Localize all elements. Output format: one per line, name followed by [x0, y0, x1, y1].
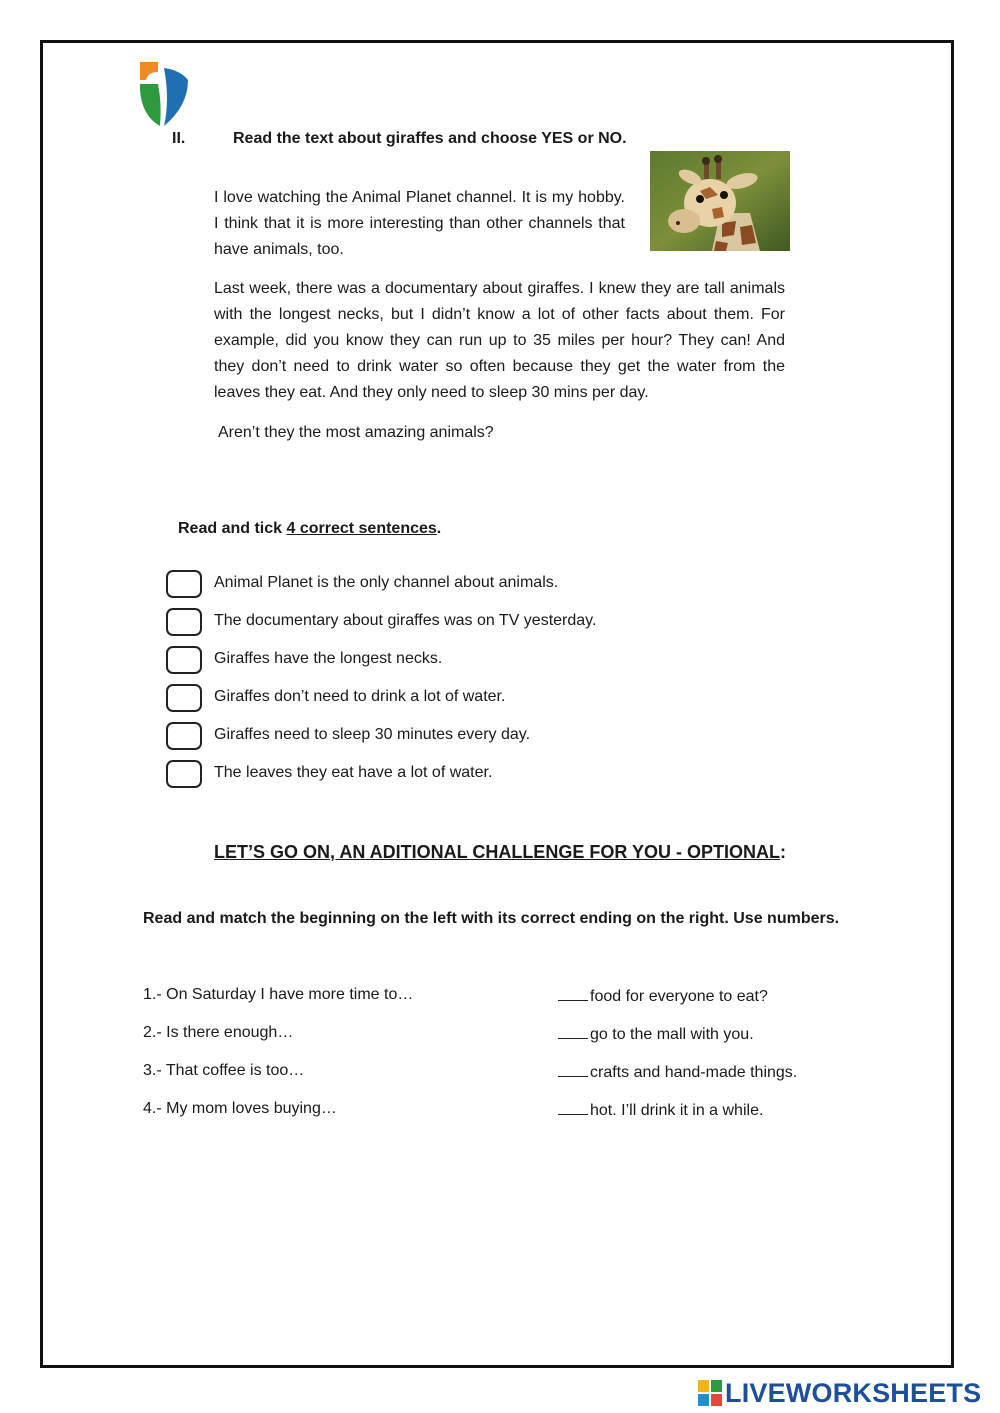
challenge-heading-text: LET’S GO ON, AN ADITIONAL CHALLENGE FOR YOU - OPTIONAL: [213, 842, 780, 862]
match-right-text: go to the mall with you.: [590, 1026, 754, 1043]
match-left-item: 3.- That coffee is too…: [143, 1062, 305, 1079]
tick-item: [166, 646, 766, 678]
match-right-item: [558, 1100, 763, 1120]
giraffe-photo: [650, 151, 790, 251]
reading-paragraph-2: Last week, there was a documentary about giraffes. I knew they are tall animals with the longest necks, but I didn’t know a lot of other facts about them. For example, did you know they can run up to 35 miles per hour? They can! And they don’t need to drink water so often because they get the water from the leaves they eat. And they only need to sleep 30 mins per day.: [214, 280, 785, 401]
brand-name: LIVEWORKSHEETS: [725, 1377, 982, 1408]
tick-item-text: Giraffes don’t need to drink a lot of water.: [214, 688, 506, 705]
tick-checkbox[interactable]: [166, 760, 202, 788]
section-number: II.: [172, 130, 186, 147]
tick-item: [166, 760, 766, 792]
answer-blank[interactable]: [558, 1024, 588, 1039]
tick-instruction-suffix: .: [436, 520, 442, 537]
match-right-item: [558, 986, 768, 1006]
answer-blank[interactable]: [558, 1062, 588, 1077]
reading-paragraph-3: Aren’t they the most amazing animals?: [218, 424, 494, 441]
challenge-heading: [140, 842, 860, 863]
tick-item-text: The documentary about giraffes was on TV yesterday.: [214, 612, 597, 629]
tick-instruction-prefix: Read and tick: [178, 520, 287, 537]
tick-item-text: Giraffes have the longest necks.: [214, 650, 443, 667]
tick-checkbox[interactable]: [166, 722, 202, 750]
answer-blank[interactable]: [558, 1100, 588, 1115]
tick-item-text: The leaves they eat have a lot of water.: [214, 764, 493, 781]
match-right-item: [558, 1062, 797, 1082]
liveworksheets-brand: [698, 1376, 981, 1410]
challenge-heading-colon: :: [780, 842, 786, 862]
match-right-text: crafts and hand-made things.: [590, 1064, 798, 1081]
tick-instruction-emphasis: 4 correct sentences: [286, 520, 437, 537]
tick-checkbox[interactable]: [166, 646, 202, 674]
matching-instruction: Read and match the beginning on the left with its correct ending on the right. Use numbers.: [143, 910, 840, 927]
answer-blank[interactable]: [558, 986, 588, 1001]
tick-item: [166, 570, 766, 602]
match-right-item: [558, 1024, 754, 1044]
match-left-item: 4.- My mom loves buying…: [143, 1100, 337, 1117]
tick-checkbox[interactable]: [166, 608, 202, 636]
tick-item: [166, 722, 766, 754]
liveworksheets-logo-icon: [698, 1380, 722, 1406]
tick-checkbox[interactable]: [166, 684, 202, 712]
reading-paragraph-1: I love watching the Animal Planet channel. It is my hobby. I think that it is more interesting than other channels that have animals, too.: [214, 189, 625, 258]
match-right-text: food for everyone to eat?: [590, 988, 768, 1005]
tick-item: [166, 684, 766, 716]
match-left-item: 1.- On Saturday I have more time to…: [143, 986, 414, 1003]
school-logo: [136, 60, 192, 128]
tick-item: [166, 608, 766, 640]
tick-checkbox[interactable]: [166, 570, 202, 598]
match-right-text: hot. I’ll drink it in a while.: [590, 1102, 764, 1119]
tick-instruction: [178, 520, 441, 538]
section-title: Read the text about giraffes and choose YES or NO.: [233, 130, 627, 147]
match-left-item: 2.- Is there enough…: [143, 1024, 294, 1041]
tick-item-text: Giraffes need to sleep 30 minutes every day.: [214, 726, 531, 743]
tick-item-text: Animal Planet is the only channel about animals.: [214, 574, 559, 591]
